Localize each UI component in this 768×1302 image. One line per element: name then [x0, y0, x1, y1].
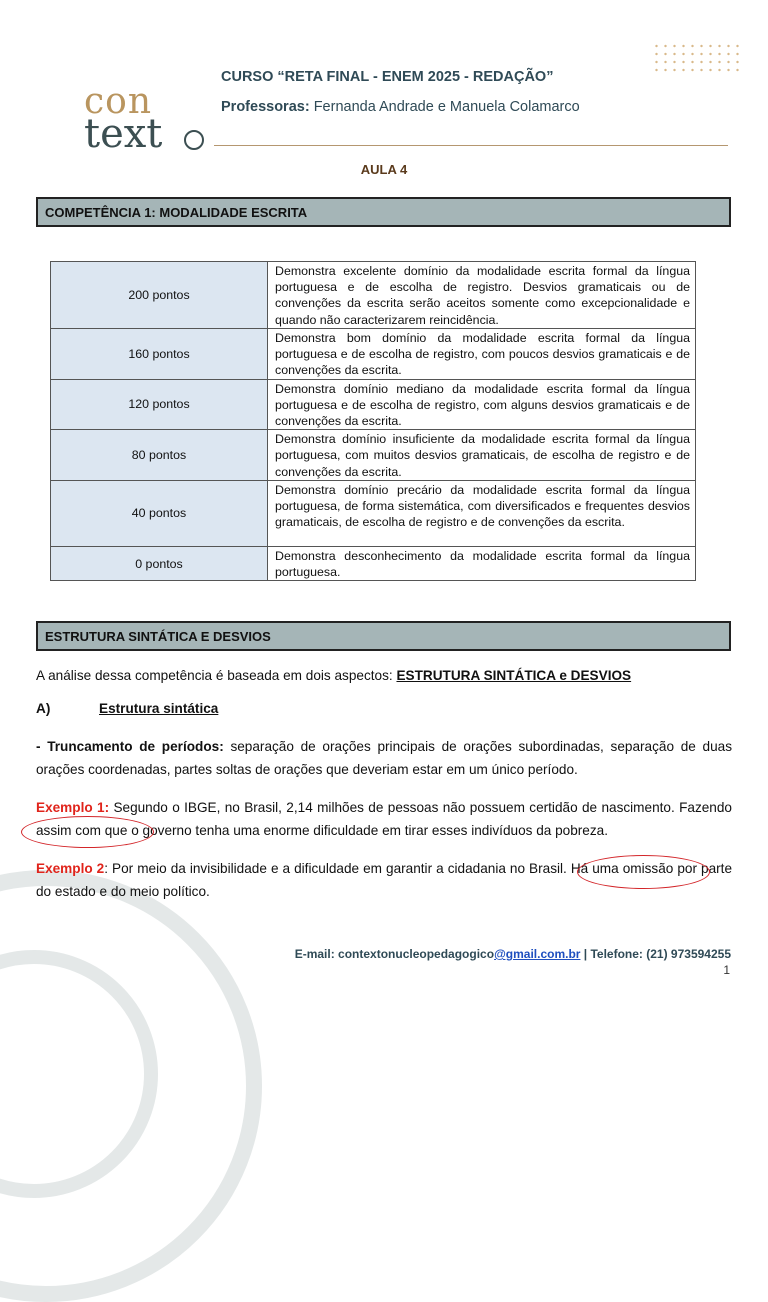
course-title: CURSO “RETA FINAL - ENEM 2025 - REDAÇÃO” [221, 69, 554, 85]
points-cell: 200 pontos [51, 262, 268, 329]
points-cell: 40 pontos [51, 480, 268, 546]
table-row [51, 262, 696, 329]
email-link[interactable]: @gmail.com.br [494, 947, 581, 961]
example-1-label: Exemplo 1: [36, 800, 110, 815]
teachers-line [221, 99, 580, 115]
truncamento-paragraph: - Truncamento de períodos: separação de orações principais de orações subordinadas, separação de duas orações coordenadas, partes soltas de orações que deveriam estar em um único período. [36, 739, 732, 777]
example-2-label: Exemplo 2 [36, 861, 105, 876]
intro-paragraph: A análise dessa competência é baseada em dois aspectos: ESTRUTURA SINTÁTICA e DESVIOS [36, 668, 632, 683]
points-cell: 160 pontos [51, 329, 268, 380]
table-row [51, 546, 696, 580]
contexto-logo: con text [84, 84, 214, 159]
header-divider [214, 145, 728, 146]
decorative-dot-grid [652, 42, 742, 74]
description-cell: Demonstra excelente domínio da modalidade escrita formal da língua portuguesa e de escolha de registro. Desvios gramaticais ou de convenções da escrita serão aceitos somente como excepcionalidade e quando não caracterizarem reincidência. [268, 262, 696, 329]
description-cell: Demonstra bom domínio da modalidade escrita formal da língua portuguesa e de escolha de registro, com poucos desvios gramaticais e de convenções da escrita. [268, 329, 696, 380]
teachers-label: Professoras: [221, 99, 310, 115]
item-a-heading [36, 697, 732, 720]
footer-contact: E-mail: contextonucleopedagogico@gmail.com.br | Telefone: (21) 973594255 [294, 947, 731, 961]
item-a-letter: A) [36, 701, 51, 716]
section-title-estrutura: ESTRUTURA SINTÁTICA E DESVIOS [36, 621, 731, 651]
table-row [51, 430, 696, 481]
example-2-paragraph: Exemplo 2: Por meio da invisibilidade e a dificuldade em garantir a cidadania no Brasil. Há uma omissão por parte do estado e do meio político. [36, 861, 732, 899]
page-number: 1 [723, 963, 730, 977]
description-cell: Demonstra domínio mediano da modalidade escrita formal da língua portuguesa e de escolha de registro, com alguns desvios gramaticais e de convenções da escrita. [268, 379, 696, 430]
phone-text: | Telefone: (21) 973594255 [580, 947, 731, 961]
example-1-paragraph: Exemplo 1: Segundo o IBGE, no Brasil, 2,14 milhões de pessoas não possuem certidão de nascimento. Fazendo assim com que o governo tenha uma enorme dificuldade em tirar esses indivíduos da pobreza. [36, 800, 732, 838]
lesson-number: AULA 4 [360, 162, 408, 177]
table-row [51, 480, 696, 546]
section-title-competencia: COMPETÊNCIA 1: MODALIDADE ESCRITA [36, 197, 731, 227]
intro-emphasis: ESTRUTURA SINTÁTICA e DESVIOS [396, 668, 632, 683]
points-cell: 120 pontos [51, 379, 268, 430]
description-cell: Demonstra domínio insuficiente da modalidade escrita formal da língua portuguesa, com muitos desvios gramaticais, de escolha de registro e de convenções da escrita. [268, 430, 696, 481]
table-row [51, 329, 696, 380]
description-cell: Demonstra domínio precário da modalidade escrita formal da língua portuguesa, de forma sistemática, com diversificados e frequentes desvios gramaticais, de escolha de registro e de convenções da escrita. [268, 480, 696, 546]
item-a-title: Estrutura sintática [99, 701, 219, 716]
teachers-names: Fernanda Andrade e Manuela Colamarco [313, 99, 580, 115]
truncamento-label: - Truncamento de períodos: [36, 739, 224, 754]
highlight-circle-fazendo-assim [21, 816, 154, 848]
highlight-circle-ha-uma-omissao [577, 855, 710, 889]
table-row [51, 379, 696, 430]
points-cell: 80 pontos [51, 430, 268, 481]
description-cell: Demonstra desconhecimento da modalidade escrita formal da língua portuguesa. [268, 546, 696, 580]
points-cell: 0 pontos [51, 546, 268, 580]
scoring-table [50, 261, 696, 581]
